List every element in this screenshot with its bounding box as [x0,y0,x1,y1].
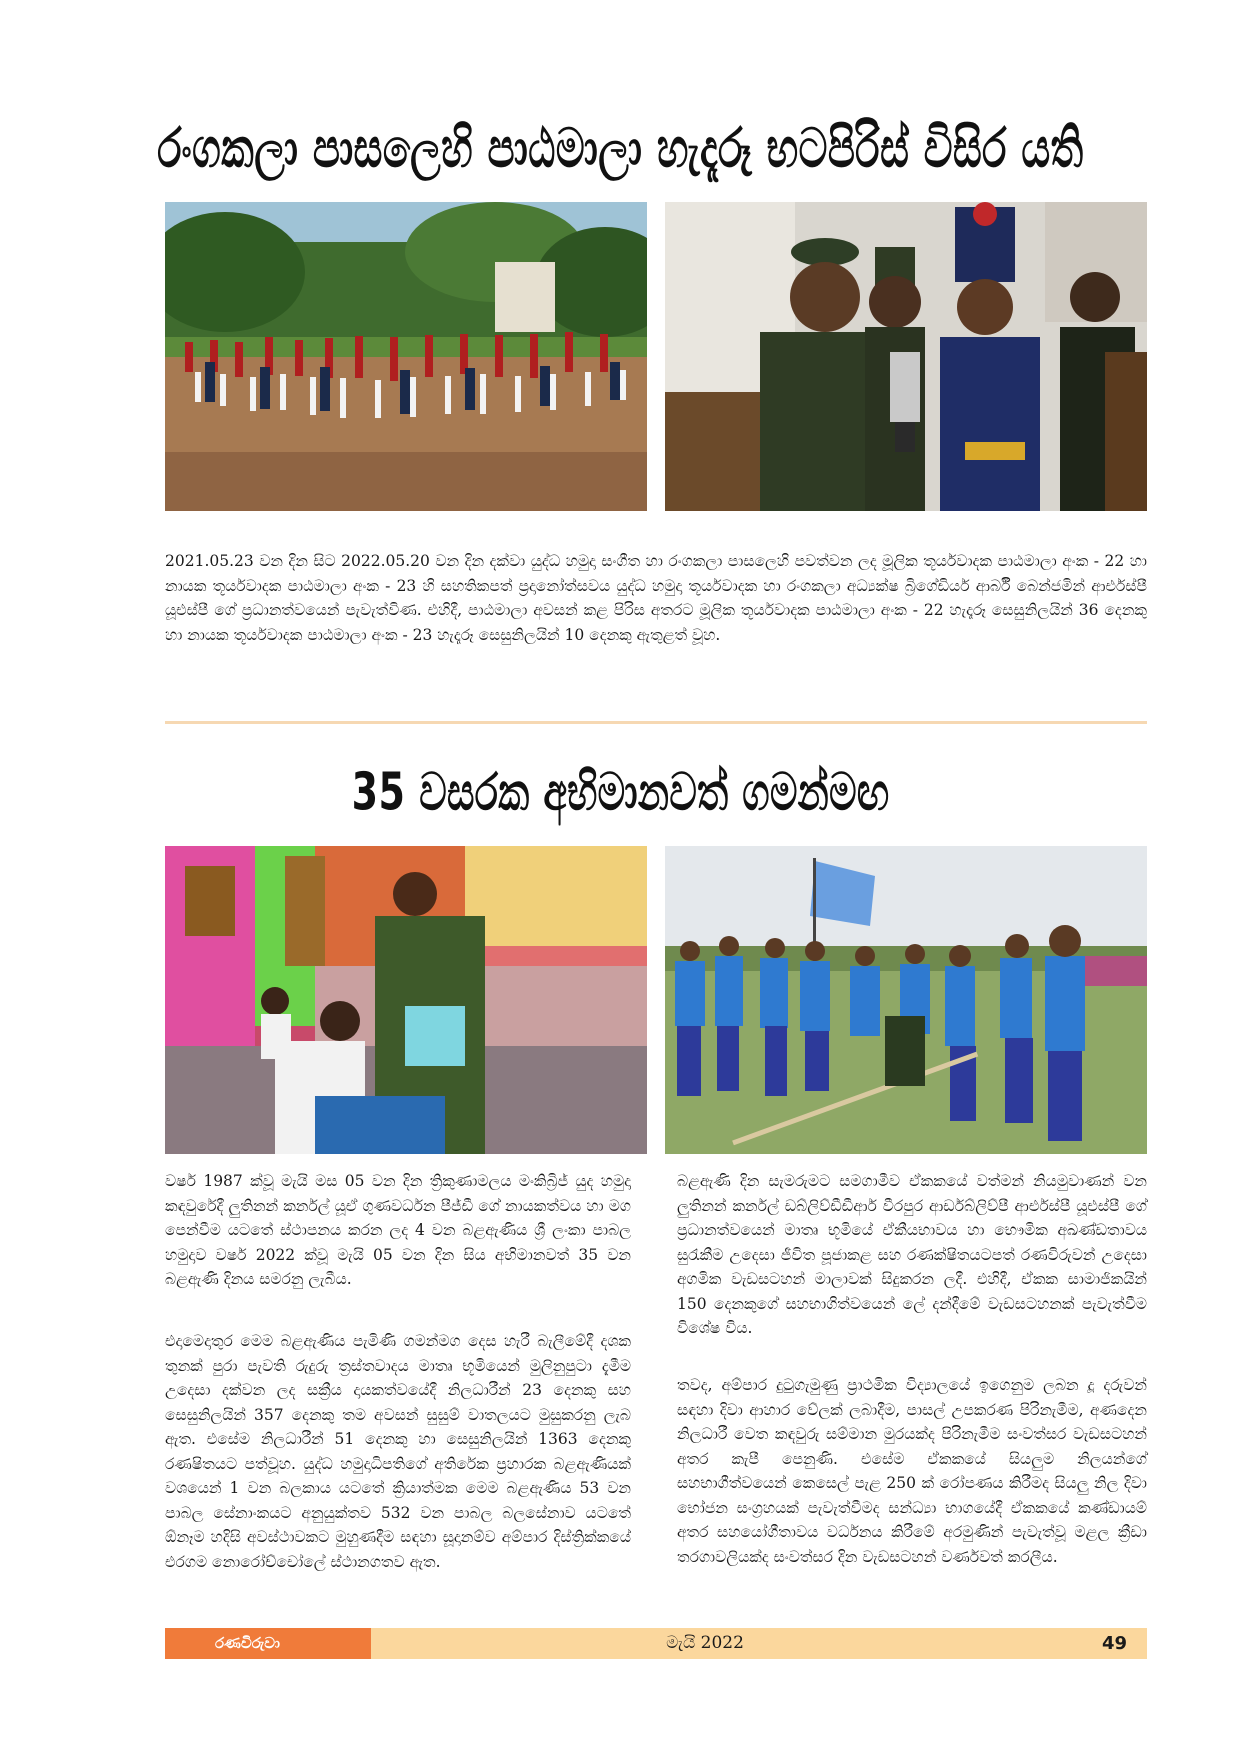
tug-of-war-photo [665,846,1147,1154]
article2-col1-paragraph1: වර්ෂ 1987 ක්වූ මැයි මස 05 වන දින ත්‍රිකුණාමලය මංකිබ්‍රිජ් යුද හමුදා කඳවුරේදී ලුතිනන් කර්නල් යූඒ ගුණවර්ධන පීජ්ඩී ගේ නායකත්වය හා මග පෙන්වීම යටතේ ස්ථාපනය කරන ලද 4 වන බළඇණිය ශ්‍රී ලංකා පාබල හමුදාව වර්ෂ 2022 ක්වූ මැයි 05 වන දින සිය අභිමානවත් 35 වන බළඇණි දිනය සමරනු ලැබීය. [165,1172,631,1288]
article1-headline: රංගකලා පාසලෙහි පාඨමාලා හැදෑරූ භටපිරිස් විසිර යති [157,118,1084,181]
article1-body: 2021.05.23 වන දින සිට 2022.05.20 වන දින දක්වා යුද්ධ හමුදා සංගීත හා රංගකලා පාසලෙහි පවත්වන ලද මූලික තූර්යවාදක පාඨමාලා අංක - 22 හා නායක තූර්යවාදක පාඨමාලා අංක - 23 හි සහතිකපත් ප්‍රදානෝත්සවය යුද්ධ හමුදා තූර්යවාදක හා රංගකලා අධ්‍යක්ෂ බ්‍රිගේඩියර් ආර්බී බෙන්ජමින් ආර්එස්පී යූඑස්පී ගේ ප්‍රධානත්වයෙන් පැවැත්විණ. එහිදී, පාඨමාලා අවසන් කළ පිරිස අතරට මූලික තූර්යවාදක පාඨමාලා අංක - 22 හැදෑරූ සෙසුනිලයින් 36 දෙනකු හා නායක තූර්යවාදක පාඨමාලා අංක - 23 හැදෑරූ සෙසුනිලයින් 10 දෙනකු ඇතුළත් වූහ. [165,552,1147,644]
magazine-name: රණවිරුවා [165,1628,371,1659]
article2-col2-paragraph1: බළඇණි දින සැමරුමට සමගාමීව ඒකකයේ වත්මන් නියමුවාණන් වන ලුතිනන් කර්නල් ඩබ්ලිව්ඩීඩීආර් වීරපුර ආර්ඩබ්ලිව්පී ආර්එස්පී යූඑස්පී ගේ ප්‍රධානත්වයෙන් මාතෘ භූමියේ ඒකීයභාවය හා භෞමික අඛණ්ඩතාවය සුරැකීම උදෙසා ජීවිත පූජාකළ සහ රණක්ෂිතයටපත් රණවිරුවන් උදෙසා අගමික වැඩසටහන් මාලාවක් සිදුකරන ලදී. එහිදී, ඒකක සාමාජිකයින් 150 දෙනකුගේ සහභාගිත්වයෙන් ලේ දන්දීමේ වැඩසටහනක් පැවැත්වීම විශේෂ විය. [677,1172,1147,1337]
section-divider [165,721,1147,724]
page-footer [165,1628,1147,1659]
school-gift-distribution-photo [165,846,647,1154]
trophy-presentation-photo [665,202,1147,511]
article2-col2-paragraph2: තවද, අම්පාර දුටුගැමුණු ප්‍රාථමික විද්‍යාලයේ ඉගෙනුම ලබන දූ දරුවන් සඳහා දිවා ආහාර වේලක් ලබාදීම, පාසල් උපකරණ පිරිනැමීම, අණදෙන නිලධාරී වෙත කඳවුරු සම්මාන මුරයක්ද පිරිනැමීම සංවත්සර වැඩසටහන් අතර කැපී පෙනුණි. එසේම ඒකකයේ සියලුම නිලයන්ගේ සහභාගීත්වයෙන් කෙසෙල් පැළ 250 ක් රෝපණය කිරීමද සියලු නිල දිවා භෝජන සංග්‍රහයක් පැවැත්වීමද සන්ධ්‍යා භාගයේදී ඒකකයේ කණ්ඩායම් අතර සහයෝගීතාවය වර්ධනය කිරීමේ අරමුණින් පැවැත්වූ මළල ක්‍රීඩා තරගාවලියක්ද සංවත්සර දින වැඩසටහන් වර්ණවත් කරලීය. [677,1376,1147,1566]
article2-col1-paragraph2: එදාමෙදාතුර මෙම බළඇණිය පැමිණි ගමන්මග දෙස හැරී බැලීමේදී දශක තුනක් පුරා පැවති රුදුරු ත්‍රස්තවාදය මාතෘ භූමියෙන් මුලිනුපුටා දැමීම උදෙසා දක්වන ලද සක්‍රීය දායකත්වයේදී නිලධාරීන් 23 දෙනකු සහ සෙසුනිලයින් 357 දෙනකු තම අවසන් සුසුම් වාතලයට මුසුකරනු ලැබ ඇත. එසේම නිලධාරීන් 51 දෙනකු හා සෙසුනිලයින් 1363 දෙනකු රණෂිතයට පත්වූහ. යුද්ධ හමුදාධිපතිගේ අතිරේක ප්‍රහාරක බළඇණියක් වශයෙන් 1 වන බලකාය යටතේ ක්‍රියාත්මක මෙම බළඇණිය 53 වන පාබල සේනාංකයට අනුයුක්තව 532 වන පාබල බලසේනාව යටතේ ඕනෑම හදිසි අවස්ථාවකට මුහුණදීම සඳහා සූදානම්ව අම්පාර දිස්ත්‍රික්කයේ එරගම නොරෝච්චෝලේ ස්ථානගතව ඇත. [165,1332,631,1571]
page-number: 49 [1101,1633,1127,1654]
article2-headline: 35 වසරක අභිමානවත් ගමන්මඟ [351,762,890,822]
marching-band-parade-photo [165,202,647,511]
issue-date: මැයි 2022 [666,1633,744,1653]
